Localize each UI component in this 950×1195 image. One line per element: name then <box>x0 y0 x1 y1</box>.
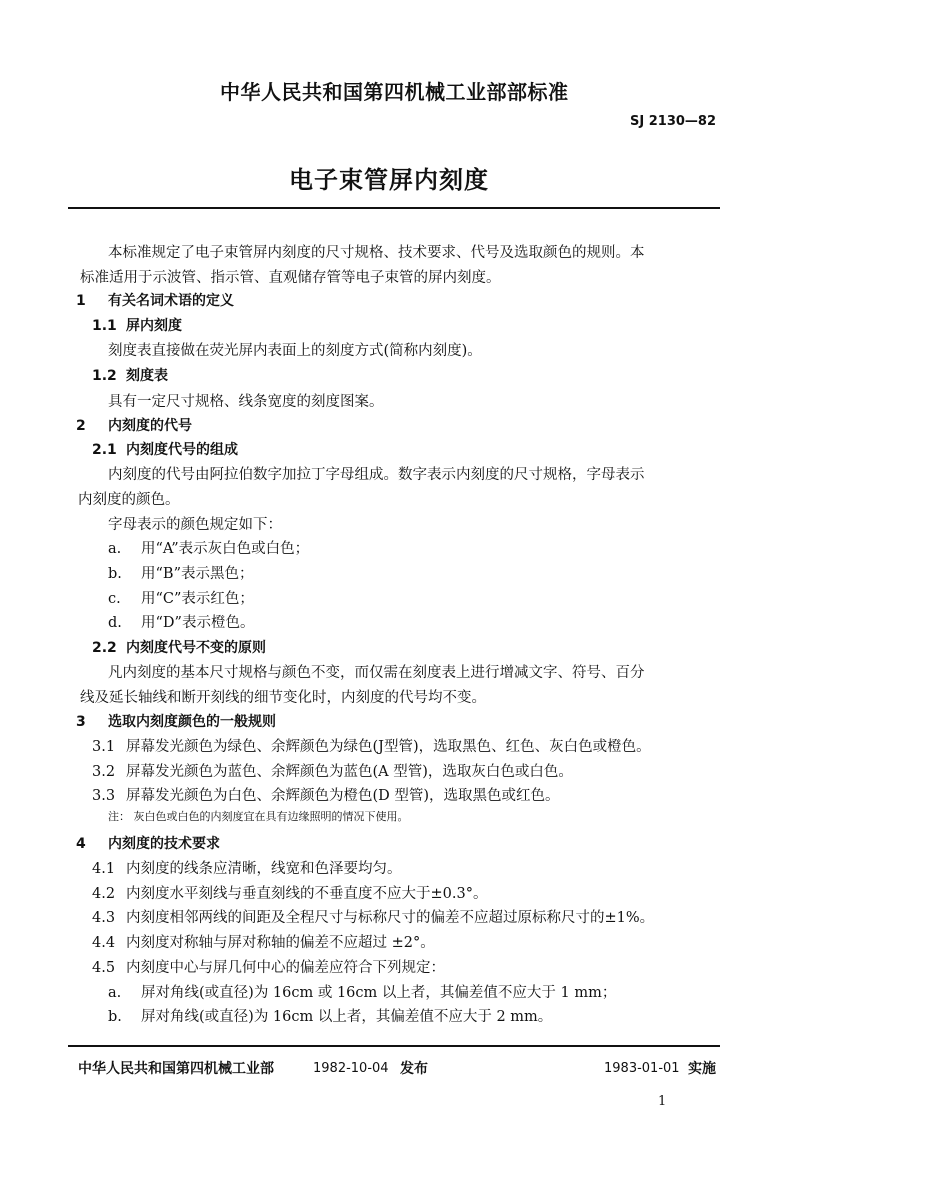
section-3-title: 选取内刻度颜色的一般规则 <box>108 714 276 730</box>
list-item-letter: a. <box>108 541 122 557</box>
section-2-1-number: 2.1 <box>92 442 117 458</box>
list-item-letter: b. <box>108 566 122 582</box>
section-3-1-number: 3.1 <box>92 739 116 755</box>
list-item-letter: d. <box>108 615 122 631</box>
section-1-1-text: 刻度表直接做在荧光屏内表面上的刻度方式(简称内刻度)。 <box>108 343 482 359</box>
section-4-5-text: 内刻度中心与屏几何中心的偏差应符合下列规定： <box>126 960 445 976</box>
section-3-3-number: 3.3 <box>92 788 116 804</box>
section-1-title: 有关名词术语的定义 <box>108 293 234 309</box>
section-4-title: 内刻度的技术要求 <box>108 836 220 852</box>
section-4-4-text: 内刻度对称轴与屏对称轴的偏差不应超过 ±2°。 <box>126 935 435 951</box>
list-item-text: 用“B”表示黑色； <box>141 566 254 582</box>
standard-number: SJ 2130—82 <box>630 114 716 129</box>
footer-effective-word: 实施 <box>688 1061 716 1077</box>
list-item-text: 屏对角线(或直径)为 16cm 或 16cm 以上者，其偏差值不应大于 1 mm； <box>141 985 617 1001</box>
section-4-2-number: 4.2 <box>92 886 116 902</box>
section-3-number: 3 <box>76 714 86 730</box>
section-2-title: 内刻度的代号 <box>108 418 192 434</box>
section-1-2-text: 具有一定尺寸规格、线条宽度的刻度图案。 <box>108 394 384 410</box>
section-4-1-number: 4.1 <box>92 861 116 877</box>
document-title: 电子束管屏内刻度 <box>289 166 489 194</box>
list-item-letter: a. <box>108 985 122 1001</box>
list-item-letter: b. <box>108 1009 122 1025</box>
section-3-3-text: 屏幕发光颜色为白色、余辉颜色为橙色(D 型管)，选取黑色或红色。 <box>126 788 560 804</box>
list-item-text: 用“D”表示橙色。 <box>141 615 255 631</box>
section-4-3-number: 4.3 <box>92 910 116 926</box>
footer-issue-date: 1982-10-04 <box>313 1061 389 1076</box>
section-1-1-title: 屏内刻度 <box>126 318 182 334</box>
section-1-2-title: 刻度表 <box>126 368 168 384</box>
section-4-3-text: 内刻度相邻两线的间距及全程尺寸与标称尺寸的偏差不应超过原标称尺寸的±1%。 <box>126 910 655 926</box>
header-rule <box>68 207 720 209</box>
section-2-number: 2 <box>76 418 86 434</box>
section-2-1-text-3: 字母表示的颜色规定如下： <box>108 517 282 533</box>
section-1-2-number: 1.2 <box>92 368 117 384</box>
footer-issuer: 中华人民共和国第四机械工业部 <box>78 1061 274 1077</box>
section-3-2-text: 屏幕发光颜色为蓝色、余辉颜色为蓝色(A 型管)，选取灰白色或白色。 <box>126 764 573 780</box>
section-2-2-text-2: 线及延长轴线和断开刻线的细节变化时，内刻度的代号均不变。 <box>80 690 486 706</box>
section-3-1-text: 屏幕发光颜色为绿色、余辉颜色为绿色(J型管)，选取黑色、红色、灰白色或橙色。 <box>126 739 651 755</box>
section-2-1-text-2: 内刻度的颜色。 <box>78 492 180 508</box>
section-4-2-text: 内刻度水平刻线与垂直刻线的不垂直度不应大于±0.3°。 <box>126 886 488 902</box>
section-4-number: 4 <box>76 836 86 852</box>
section-2-2-number: 2.2 <box>92 640 117 656</box>
section-2-2-title: 内刻度代号不变的原则 <box>126 640 266 656</box>
section-3-2-number: 3.2 <box>92 764 116 780</box>
page-number: 1 <box>658 1094 667 1109</box>
section-4-5-number: 4.5 <box>92 960 116 976</box>
list-item-text: 用“A”表示灰白色或白色； <box>141 541 310 557</box>
list-item-text: 用“C”表示红色； <box>141 591 254 607</box>
intro-line-2: 标准适用于示波管、指示管、直观储存管等电子束管的屏内刻度。 <box>80 270 501 286</box>
section-2-1-title: 内刻度代号的组成 <box>126 442 238 458</box>
footer-effective-date: 1983-01-01 <box>604 1061 680 1076</box>
section-3-note: 注： 灰白色或白色的内刻度宜在具有边缘照明的情况下使用。 <box>108 810 409 823</box>
org-title: 中华人民共和国第四机械工业部部标准 <box>220 80 569 104</box>
list-item-letter: c. <box>108 591 121 607</box>
section-4-4-number: 4.4 <box>92 935 116 951</box>
section-1-1-number: 1.1 <box>92 318 117 334</box>
footer-issue-word: 发布 <box>400 1061 428 1077</box>
list-item-text: 屏对角线(或直径)为 16cm 以上者，其偏差值不应大于 2 mm。 <box>141 1009 553 1025</box>
intro-line-1: 本标准规定了电子束管屏内刻度的尺寸规格、技术要求、代号及选取颜色的规则。本 <box>108 245 645 261</box>
section-1-number: 1 <box>76 293 86 309</box>
section-4-1-text: 内刻度的线条应清晰，线宽和色泽要均匀。 <box>126 861 402 877</box>
section-2-1-text-1: 内刻度的代号由阿拉伯数字加拉丁字母组成。数字表示内刻度的尺寸规格，字母表示 <box>108 467 645 483</box>
footer-rule <box>68 1045 720 1047</box>
section-2-2-text-1: 凡内刻度的基本尺寸规格与颜色不变，而仅需在刻度表上进行增减文字、符号、百分 <box>108 665 645 681</box>
